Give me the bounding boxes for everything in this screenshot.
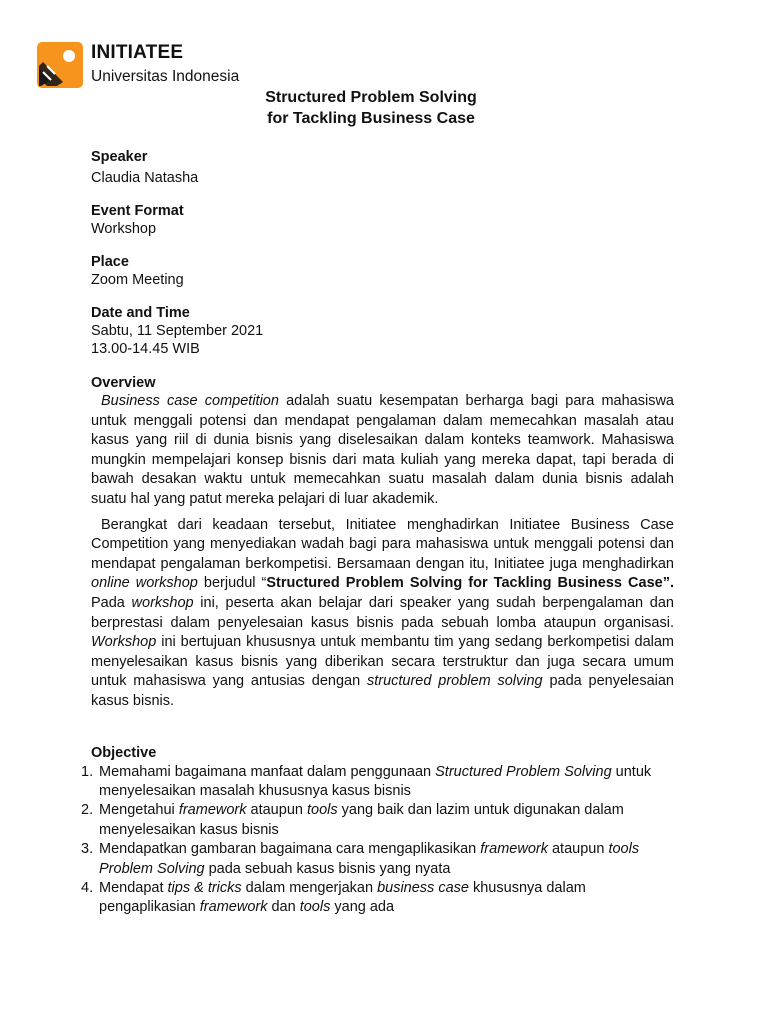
speaker-field bbox=[91, 148, 674, 187]
text-run: tools bbox=[299, 899, 331, 916]
text-run: Workshop bbox=[91, 634, 157, 651]
text-run: ini, peserta akan belajar dari speaker yang sudah berpengalaman dan berprestasi dalam penyelesaian kasus bisnis pada sebuah lomba ataupun organisasi. bbox=[91, 594, 674, 631]
text-run: berjudul “ bbox=[197, 575, 267, 592]
text-run: Mendapat bbox=[99, 879, 168, 896]
text-run: business case bbox=[377, 879, 469, 896]
text-run: dalam mengerjakan bbox=[241, 879, 378, 896]
objective-item bbox=[81, 801, 674, 840]
list-number: 1. bbox=[81, 763, 94, 780]
time-value: 13.00-14.45 WIB bbox=[91, 341, 200, 357]
text-run: framework bbox=[178, 802, 247, 819]
objective-heading: Objective bbox=[91, 744, 157, 761]
text-run: adalah suatu kesempatan berharga bagi para mahasiswa untuk menggali potensi dan mendapat pengalaman dalam memecahkan masalah atau kasus yang riil di dunia bisnis yang diselesaikan dalam konteks teamwork. Mahasiswa mungkin mempelajari konsep bisnis dari mata kuliah yang mereka dapat, tapi berada di bawah desakan waktu untuk memecahkan suatu masalah dalam dunia bisnis adalah suatu hal yang patut mereka pelajari di luar akademik. bbox=[91, 393, 674, 507]
objective-text bbox=[99, 840, 674, 879]
event-format-field bbox=[91, 202, 674, 238]
list-number: 2. bbox=[81, 802, 94, 819]
overview-paragraph-1 bbox=[91, 392, 674, 510]
org-subtitle: Universitas Indonesia bbox=[91, 68, 240, 85]
date-value: Sabtu, 11 September 2021 bbox=[91, 323, 264, 339]
text-run: tools Problem Solving bbox=[99, 841, 640, 877]
date-time-field bbox=[91, 304, 674, 358]
speaker-value: Claudia Natasha bbox=[91, 170, 199, 186]
text-run: Mendapatkan gambaran bagaimana cara mengaplikasikan bbox=[99, 841, 481, 858]
text-run: Memahami bagaimana manfaat dalam penggunaan bbox=[99, 763, 436, 780]
text-run: Structured Problem Solving for Tackling Business Case”. bbox=[266, 575, 674, 592]
event-format-value: Workshop bbox=[91, 221, 157, 237]
title-line-1: Structured Problem Solving bbox=[265, 89, 477, 106]
text-run: Mengetahui bbox=[99, 802, 179, 819]
overview-heading: Overview bbox=[91, 375, 156, 391]
text-run: dan bbox=[267, 899, 300, 916]
document-title bbox=[0, 87, 742, 129]
text-run: untuk menyelesaikan masalah khususnya kasus bisnis bbox=[99, 763, 652, 799]
text-run: Berangkat dari keadaan tersebut, Initiatee menghadirkan Initiatee Business Case Competition yang menyediakan wadah bagi para mahasiswa untuk menggali potensi dan mendapat pengalaman berkompetisi. Bersamaan dengan itu, Initiatee juga menghadirkan bbox=[91, 516, 674, 572]
text-run: tips & tricks bbox=[167, 879, 242, 896]
text-run: yang baik dan lazim untuk digunakan dalam menyelesaikan kasus bisnis bbox=[99, 802, 624, 838]
event-format-label: Event Format bbox=[91, 203, 184, 219]
objective-item bbox=[81, 879, 674, 918]
place-label: Place bbox=[91, 254, 129, 270]
text-run: yang ada bbox=[330, 899, 395, 916]
text-run: tools bbox=[306, 802, 338, 819]
list-number: 3. bbox=[81, 841, 94, 858]
text-run: workshop bbox=[131, 594, 194, 611]
text-run: khususnya dalam pengaplikasian bbox=[99, 879, 586, 916]
title-line-2: for Tackling Business Case bbox=[267, 110, 475, 127]
document-body bbox=[81, 148, 674, 918]
objective-list bbox=[81, 763, 674, 918]
overview-paragraph-2 bbox=[91, 516, 674, 712]
text-run: online workshop bbox=[91, 575, 198, 592]
organization-header bbox=[91, 42, 239, 87]
org-name: INITIATEE bbox=[91, 42, 184, 63]
text-run: framework bbox=[199, 899, 268, 916]
initiatee-logo-icon bbox=[37, 42, 83, 88]
list-number: 4. bbox=[81, 879, 94, 896]
objective-text bbox=[99, 801, 674, 840]
text-run: structured problem solving bbox=[366, 673, 543, 690]
date-time-label: Date and Time bbox=[91, 305, 190, 321]
text-run: ataupun bbox=[246, 802, 307, 819]
text-run: Structured Problem Solving bbox=[435, 763, 612, 780]
text-run: Business case competition bbox=[101, 393, 279, 409]
text-run: Pada bbox=[91, 594, 132, 611]
objective-item bbox=[81, 840, 674, 879]
speaker-label: Speaker bbox=[91, 149, 148, 165]
place-value: Zoom Meeting bbox=[91, 272, 184, 288]
text-run: framework bbox=[480, 841, 548, 858]
objective-item bbox=[81, 763, 674, 802]
text-run: ini bertujuan khususnya untuk membantu tim yang sedang berkompetisi dalam menyelesaikan kasus bisnis yang diberikan secara terstruktur dan juga secara umum untuk mahasiswa yang antusias dengan bbox=[91, 634, 674, 690]
objective-text bbox=[99, 763, 674, 802]
objective-text bbox=[99, 879, 674, 918]
place-field bbox=[91, 253, 674, 289]
text-run: pada penyelesaian kasus bisnis. bbox=[91, 673, 674, 709]
text-run: ataupun bbox=[547, 841, 609, 858]
text-run: pada sebuah kasus bisnis yang nyata bbox=[204, 860, 451, 877]
